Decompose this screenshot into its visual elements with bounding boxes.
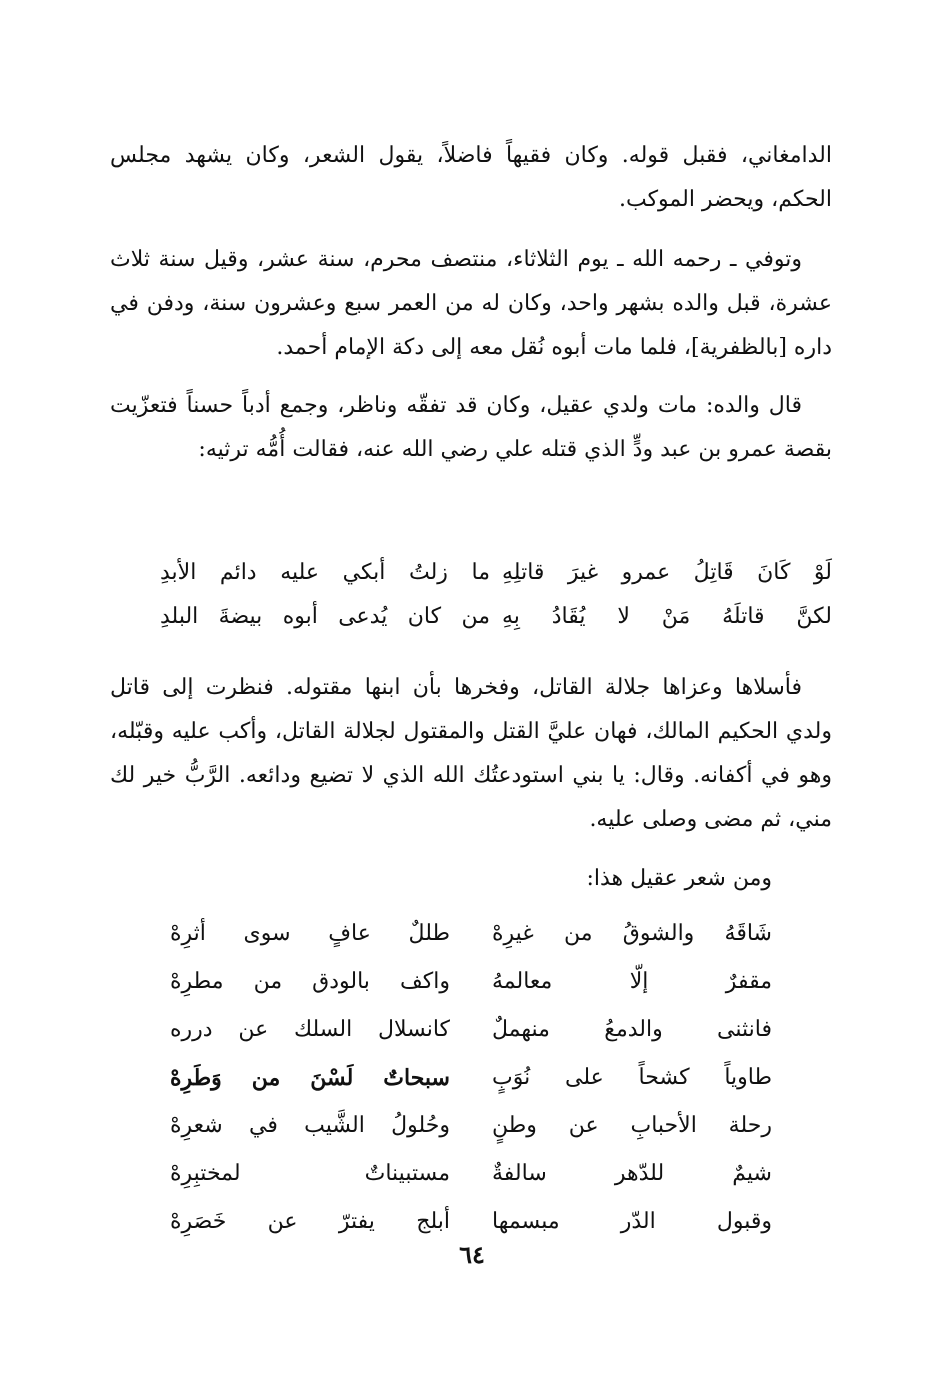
verse-line (160, 550, 832, 594)
verse-line (170, 910, 772, 958)
verse-first-hemistich: فانثنى والدمعُ منهملٌ (492, 1017, 772, 1042)
verse-first-hemistich: طاوياً كشحاً على نُوَبٍ (492, 1065, 772, 1090)
paragraph-text: قال والده: مات ولدي عقيل، وكان قد تفقّه وناظر، وجمع أدباً حسناً فتعزّيت بقصة عمرو بن عبد ودٍّ الذي قتله علي رضي الله عنه، فقالت أُمُّه ترثيه: (110, 393, 832, 462)
page-number: ٦٤ (459, 1240, 485, 1269)
verse-second-hemistich: أبلج يفترّ عن خَصَرِهْ (170, 1209, 450, 1234)
verse-first-hemistich: شَاقَهُ والشوقُ من غيرِهْ (492, 921, 772, 946)
verse-line (170, 1054, 772, 1102)
paragraph-text: الدامغاني، فقبل قوله. وكان فقيهاً فاضلاً، يقول الشعر، وكان يشهد مجلس الحكم، ويحضر الموكب. (110, 143, 832, 212)
verse-first-hemistich: مقفرٌ إلّا معالمهُ (492, 969, 772, 994)
verse-first-hemistich: شيمٌ للدّهر سالفةٌ (492, 1161, 772, 1186)
verse-first-hemistich: رحلة الأحبابِ عن وطنٍ (492, 1113, 772, 1138)
paragraph-4 (110, 666, 832, 842)
paragraph-1 (110, 134, 832, 222)
verse-line (170, 1150, 772, 1198)
verse-first-hemistich: لكنَّ قاتلَهُ مَنْ لا يُقَادُ بِهِ (502, 603, 832, 629)
verse-first-hemistich: لَوْ كَانَ قَاتِلُ عمرو غيرَ قاتلِهِ (502, 559, 832, 585)
elegy-verses (160, 550, 832, 638)
verse-second-hemistich: واكف بالودق من مطرِهْ (170, 969, 450, 994)
paragraph-3 (110, 384, 832, 472)
verse-line (170, 1006, 772, 1054)
poem-intro: ومن شعر عقيل هذا: (586, 866, 772, 891)
verse-second-hemistich: مستبيناتٌ لمختبِرِهْ (170, 1161, 450, 1186)
paragraph-text: فأسلاها وعزاها جلالة القاتل، وفخرها بأن ابنها مقتوله. فنظرت إلى قاتل ولدي الحكيم المالك، فهان عليَّ القتل والمقتول لجلالة القاتل، وأكب عليه وقبّله، وهو في أكفانه. وقال: يا بني استودعتُك الله الذي لا تضيع ودائعه. الرَّبُّ خير لك مني، ثم مضى وصلى عليه. (110, 675, 832, 832)
verse-second-hemistich: وحُلولُ الشَّيب في شعرِهْ (170, 1113, 450, 1138)
paragraph-2 (110, 238, 832, 370)
verse-second-hemistich: سبحاتٌ لَسْنَ من وَطَرِهْ (170, 1065, 450, 1091)
verse-second-hemistich: من كان يُدعى أبوه بيضةَ البلدِ (160, 603, 490, 629)
verse-line (170, 958, 772, 1006)
poem-verses (170, 910, 772, 1246)
verse-second-hemistich: طللٌ عافٍ سوى أثرِهْ (170, 921, 450, 946)
verse-second-hemistich: ما زلتُ أبكي عليه دائم الأبدِ (160, 559, 490, 585)
paragraph-text: وتوفي ـ رحمه الله ـ يوم الثلاثاء، منتصف محرم، سنة عشر، وقيل سنة ثلاث عشرة، قبل والده بشهر واحد، وكان له من العمر سبع وعشرون سنة، ودفن في داره [بالظفرية]، فلما مات أبوه نُقل معه إلى دكة الإمام أحمد. (110, 247, 832, 360)
verse-line (160, 594, 832, 638)
verse-line (170, 1102, 772, 1150)
verse-second-hemistich: كانسلال السلك عن درره (170, 1017, 450, 1042)
verse-line (170, 1198, 772, 1246)
verse-first-hemistich: وقبول الدّر مبسمها (492, 1209, 772, 1234)
